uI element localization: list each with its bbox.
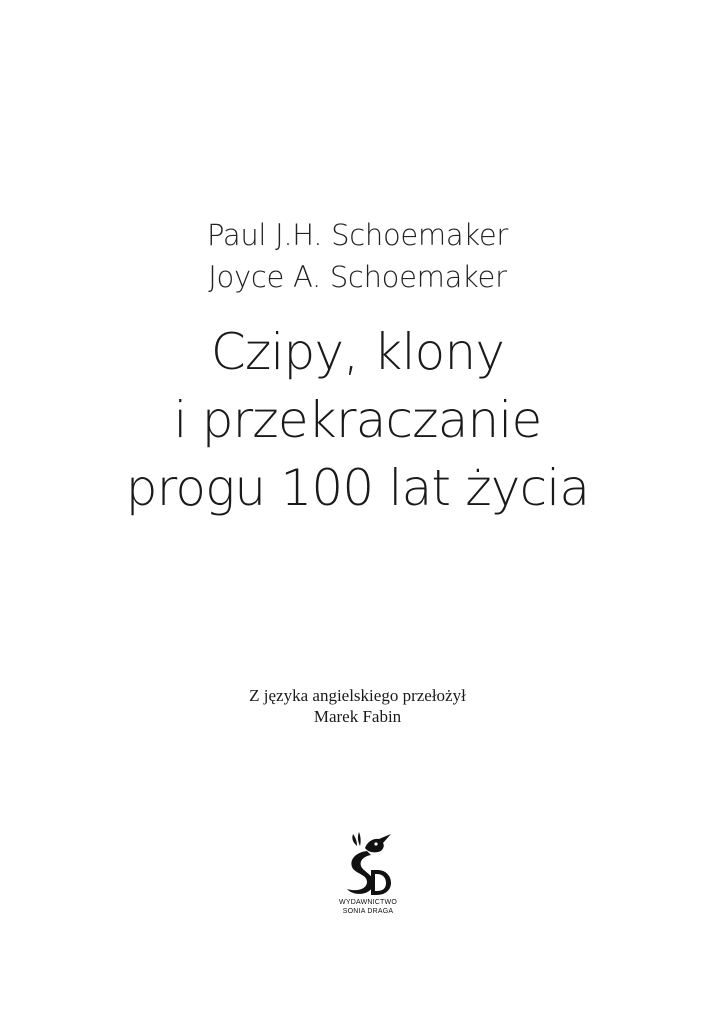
translator-credit bbox=[0, 685, 715, 727]
publisher-name bbox=[333, 898, 403, 916]
book-title-line: progu 100 lat życia bbox=[125, 459, 590, 517]
publisher-label: SONIA DRAGA bbox=[342, 908, 394, 915]
publisher-label: WYDAWNICTWO bbox=[339, 899, 397, 906]
translator-name: Marek Fabin bbox=[313, 707, 402, 726]
translator-note: Z języka angielskiego przełożył bbox=[249, 686, 466, 705]
sd-bird-logo-icon bbox=[343, 832, 393, 898]
author-name: Paul J.H. Schoemaker bbox=[207, 218, 508, 252]
author-name: Joyce A. Schoemaker bbox=[208, 260, 507, 294]
book-title bbox=[0, 318, 715, 522]
book-title-line: Czipy, klony bbox=[210, 323, 505, 381]
publisher-logo bbox=[333, 832, 403, 922]
book-title-line: i przekraczanie bbox=[173, 391, 542, 449]
authors bbox=[0, 214, 715, 298]
